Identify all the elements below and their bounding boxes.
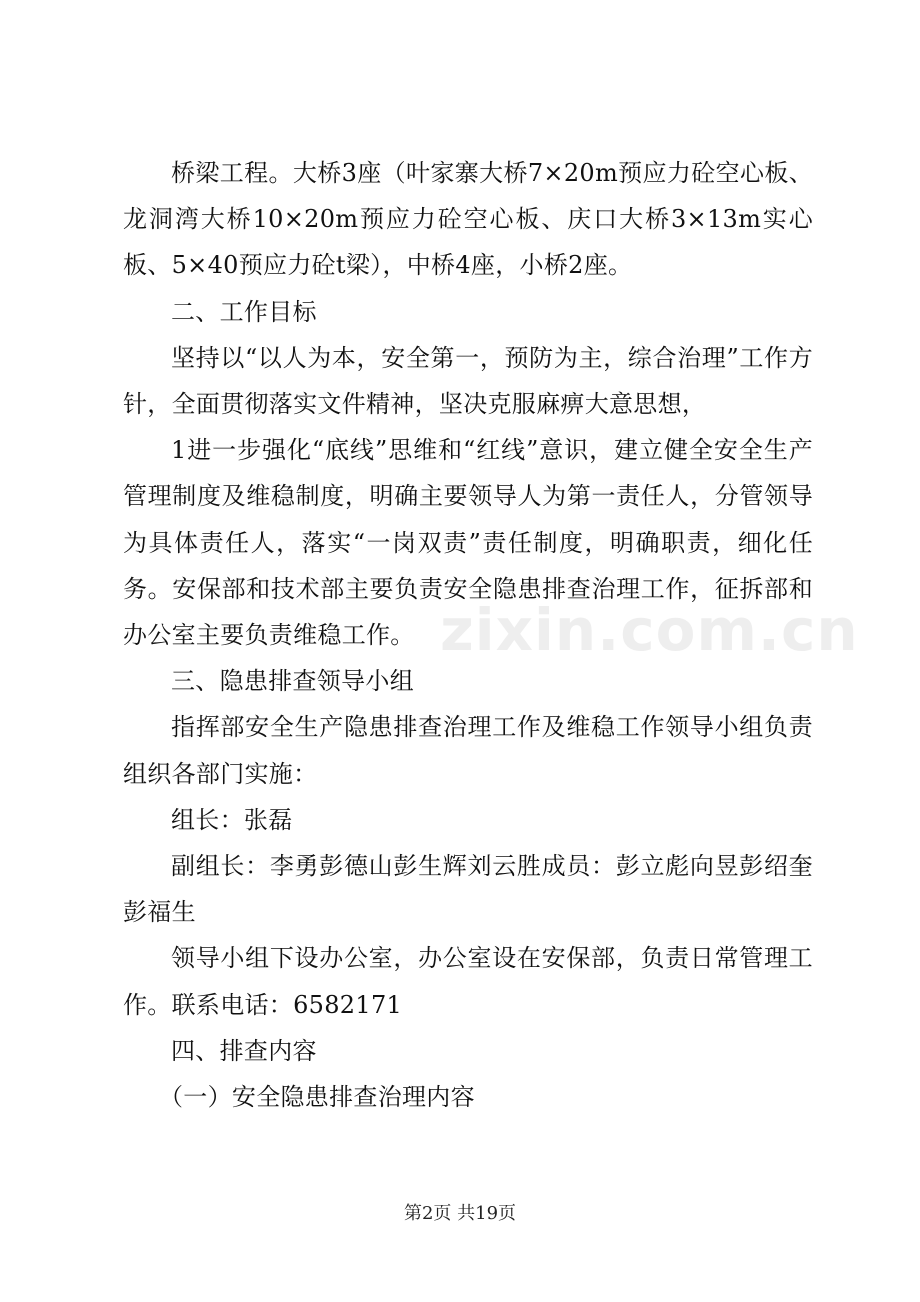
paragraph-office-contact: 领导小组下设办公室，办公室设在安保部，负责日常管理工作。联系电话：6582171 <box>123 944 813 1019</box>
page-footer: 第2页 共19页 <box>403 1203 517 1224</box>
paragraph-group-leader: 组长：张磊 <box>171 805 293 834</box>
watermark-logo: zixin.com.cn <box>440 596 859 664</box>
paragraph-guiding-policy: 坚持以“以人为本，安全第一，预防为主，综合治理”工作方针，全面贯彻落实文件精神，坚决克服麻痹大意思想， <box>123 343 813 419</box>
paragraph-deputy-leaders-members: 副组长：李勇彭德山彭生辉刘云胜成员：彭立彪向昱彭绍奎彭福生 <box>123 852 813 927</box>
heading-inspection-content: 四、排查内容 <box>171 1036 317 1065</box>
document-body <box>123 150 813 1120</box>
paragraph-leading-group-duty: 指挥部安全生产隐患排查治理工作及维稳工作领导小组负责组织各部门实施： <box>123 713 813 788</box>
paragraph-bridge-engineering: 桥梁工程。大桥3座（叶家寨大桥7×20m预应力砼空心板、龙洞湾大桥10×20m预应力砼空心板、庆口大桥3×13m实心板、5×40预应力砼t梁），中桥4座，小桥2座。 <box>123 159 813 280</box>
heading-leading-group: 三、隐患排查领导小组 <box>171 667 414 696</box>
heading-work-goals: 二、工作目标 <box>171 297 317 326</box>
subheading-hazard-inspection: （一）安全隐患排查治理内容 <box>159 1083 475 1112</box>
paragraph-responsibility-system: 1进一步强化“底线”思维和“红线”意识，建立健全安全生产管理制度及维稳制度，明确主要领导人为第一责任人，分管领导为具体责任人，落实“一岗双责”责任制度，明确职责，细化任务。安保部和技术部主要负责安全隐患排查治理工作，征拆部和办公室主要负责维稳工作。 <box>123 436 813 650</box>
